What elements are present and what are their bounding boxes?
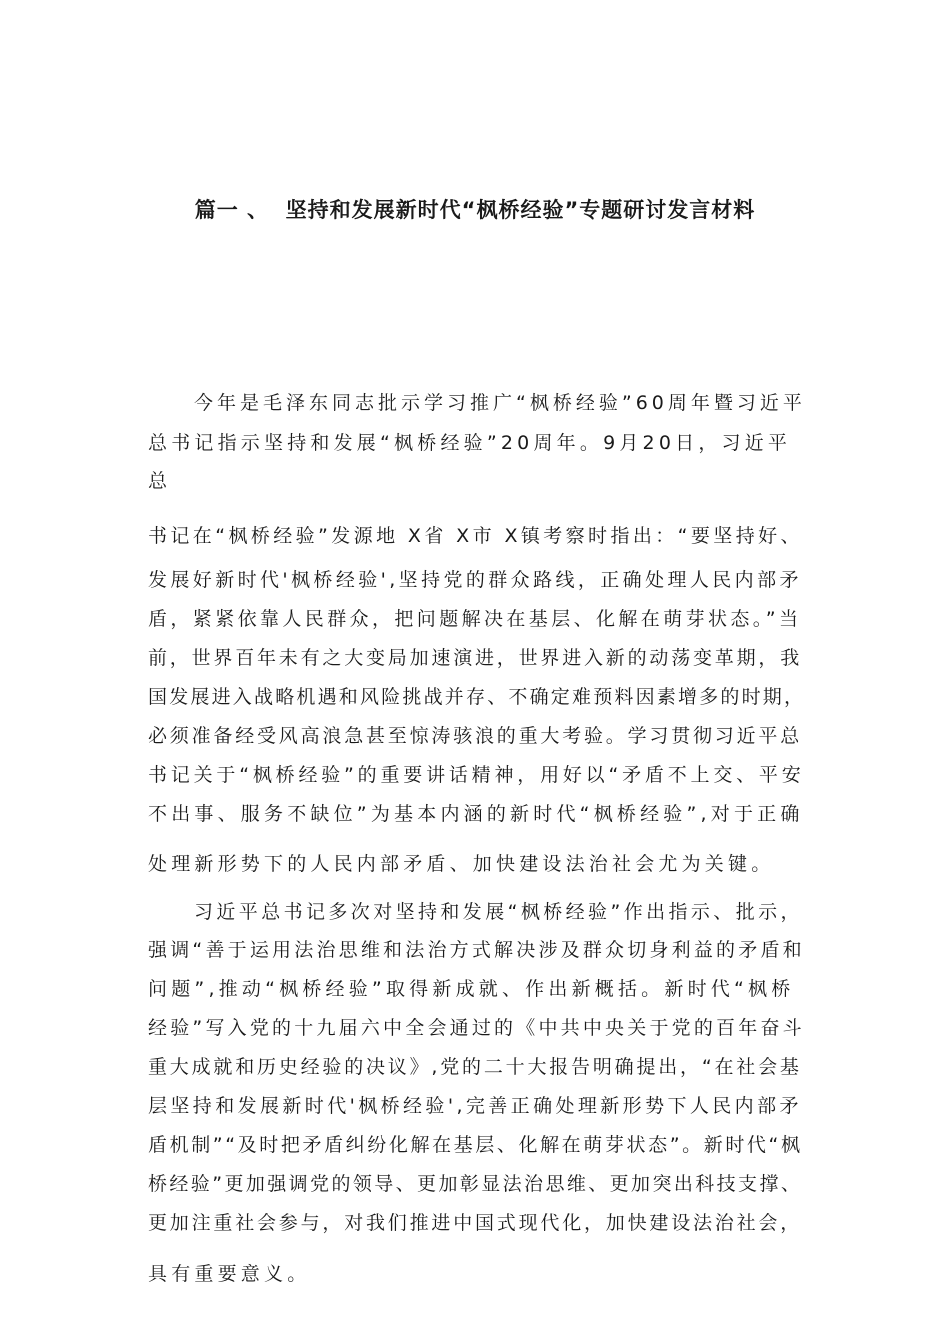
paragraph-line: 盾，紧紧依靠人民群众，把问题解决在基层、化解在萌芽状态。”当	[148, 608, 802, 630]
paragraph-line: 发展好新时代'枫桥经验',坚持党的群众路线，正确处理人民内部矛	[148, 569, 802, 591]
paragraph-line: 总	[148, 470, 172, 492]
paragraph-line: 桥经验”更加强调党的领导、更加彰显法治思维、更加突出科技支撑、	[148, 1173, 803, 1195]
paragraph-line: 具有重要意义。	[148, 1263, 311, 1285]
paragraph-line: 盾机制”“及时把矛盾纠纷化解在基层、化解在萌芽状态”。新时代“枫	[148, 1134, 803, 1156]
paragraph-line: 国发展进入战略机遇和风险挑战并存、不确定难预料因素增多的时期，	[148, 686, 806, 708]
paragraph-line: 不出事、服务不缺位”为基本内涵的新时代“枫桥经验”,对于正确	[148, 803, 804, 825]
paragraph-line: 处理新形势下的人民内部矛盾、加快建设法治社会尤为关键。	[148, 853, 775, 875]
paragraph-line: 强调“善于运用法治思维和法治方式解决涉及群众切身利益的矛盾和	[148, 939, 805, 961]
paragraph-line: 问题”,推动“枫桥经验”取得新成就、作出新概括。新时代“枫桥	[148, 978, 795, 1000]
document-title: 篇一 、 坚持和发展新时代“枫桥经验”专题研讨发言材料	[194, 198, 756, 222]
paragraph-line: 书记在“枫桥经验”发源地 X省 X市 X镇考察时指出：“要坚持好、	[148, 525, 803, 547]
paragraph-line: 前，世界百年未有之大变局加速演进，世界进入新的动荡变革期，我	[148, 647, 803, 669]
paragraph-line: 书记关于“枫桥经验”的重要讲话精神，用好以“矛盾不上交、平安	[148, 764, 805, 786]
paragraph-line: 总书记指示坚持和发展“枫桥经验”20周年。9月20日，习近平	[148, 432, 792, 454]
paragraph-line: 层坚持和发展新时代'枫桥经验',完善正确处理新形势下人民内部矛	[148, 1095, 802, 1117]
paragraph-line: 必须准备经受风高浪急甚至惊涛骇浪的重大考验。学习贯彻习近平总	[148, 725, 803, 747]
paragraph-line: 习近平总书记多次对坚持和发展“枫桥经验”作出指示、批示，	[194, 901, 803, 923]
paragraph-line: 经验”写入党的十九届六中全会通过的《中共中央关于党的百年奋斗	[148, 1017, 805, 1039]
paragraph-line: 更加注重社会参与，对我们推进中国式现代化，加快建设法治社会，	[148, 1212, 803, 1234]
paragraph-line: 今年是毛泽东同志批示学习推广“枫桥经验”60周年暨习近平	[194, 392, 806, 414]
paragraph-line: 重大成就和历史经验的决议》,党的二十大报告明确提出，“在社会基	[148, 1056, 802, 1078]
